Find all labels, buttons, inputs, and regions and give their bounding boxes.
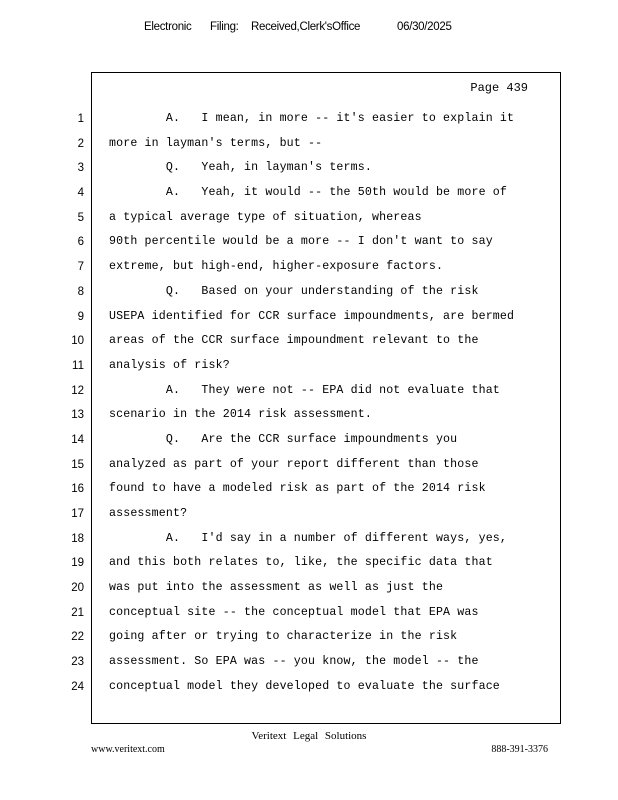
line-number: 23: [71, 656, 84, 669]
transcript-line: areas of the CCR surface impoundment relevant to the: [109, 334, 479, 348]
line-number: 9: [77, 310, 84, 323]
transcript-line: A. They were not -- EPA did not evaluate that: [109, 383, 500, 397]
footer-company: Veritext Legal Solutions: [251, 730, 367, 742]
line-number: 5: [77, 211, 84, 224]
line-number: 18: [71, 532, 84, 545]
header-electronic: Electronic: [144, 21, 192, 33]
line-number: 17: [71, 508, 84, 520]
transcript-line: analysis of risk?: [109, 358, 230, 372]
transcript-line: more in layman's terms, but --: [109, 136, 323, 150]
line-number: 14: [71, 433, 84, 446]
transcript-line: A. I'd say in a number of different ways, yes,: [109, 531, 508, 545]
transcript-line: scenario in the 2014 risk assessment.: [109, 408, 372, 422]
header-filing: Filing:: [210, 21, 239, 33]
line-number: 3: [77, 162, 84, 175]
transcript-line: A. Yeah, it would -- the 50th would be more of: [109, 186, 508, 200]
transcript-line: extreme, but high-end, higher-exposure factors.: [109, 260, 444, 274]
line-number: 4: [77, 187, 84, 200]
line-number: 8: [77, 285, 84, 298]
transcript-line: assessment. So EPA was -- you know, the model -- the: [109, 655, 479, 669]
transcript-line: conceptual site -- the conceptual model that EPA was: [109, 605, 479, 619]
line-number-column: [60, 110, 84, 703]
transcript-line: Q. Yeah, in layman's terms.: [109, 161, 372, 175]
transcript-line: assessment?: [109, 507, 188, 520]
transcript-line: USEPA identified for CCR surface impoundments, are bermed: [109, 309, 515, 323]
header-date: 06/30/2025: [397, 21, 452, 33]
transcript-line: going after or trying to characterize in the risk: [109, 630, 458, 644]
line-number: 1: [77, 113, 84, 125]
transcript-line: conceptual model they developed to evaluate the surface: [109, 679, 500, 693]
footer-phone: 888-391-3376: [491, 744, 548, 755]
transcript-line: was put into the assessment as well as just the: [109, 581, 444, 595]
line-number: 20: [71, 582, 84, 595]
transcript-line: 90th percentile would be a more -- I don't want to say: [109, 235, 493, 249]
line-number: 19: [71, 557, 84, 570]
transcript-line: analyzed as part of your report different than those: [109, 457, 479, 471]
line-number: 2: [77, 137, 84, 150]
line-number: 11: [72, 359, 84, 372]
line-number: 10: [71, 335, 84, 348]
line-number: 16: [71, 483, 84, 496]
line-number: 13: [71, 409, 84, 422]
transcript-line: Q. Based on your understanding of the risk: [109, 284, 479, 298]
line-number: 21: [71, 606, 84, 619]
transcript-line: Q. Are the CCR surface impoundments you: [109, 432, 458, 446]
line-number: 22: [71, 631, 84, 644]
transcript-line: A. I mean, in more -- it's easier to explain it: [109, 112, 515, 125]
transcript-line: a typical average type of situation, whereas: [109, 210, 422, 224]
page-number: Page 439: [470, 81, 528, 95]
transcript-line: found to have a modeled risk as part of the 2014 risk: [109, 482, 486, 496]
line-number: 12: [71, 384, 84, 397]
line-number: 6: [77, 236, 84, 249]
header-received: Received,Clerk'sOffice: [251, 21, 361, 33]
transcript-text: [109, 110, 554, 703]
transcript-line: and this both relates to, like, the specific data that: [109, 556, 493, 570]
line-number: 15: [71, 458, 84, 471]
footer-website: www.veritext.com: [91, 744, 165, 755]
line-number: 7: [77, 261, 84, 274]
filing-header: [0, 21, 618, 37]
line-number: 24: [71, 680, 84, 693]
